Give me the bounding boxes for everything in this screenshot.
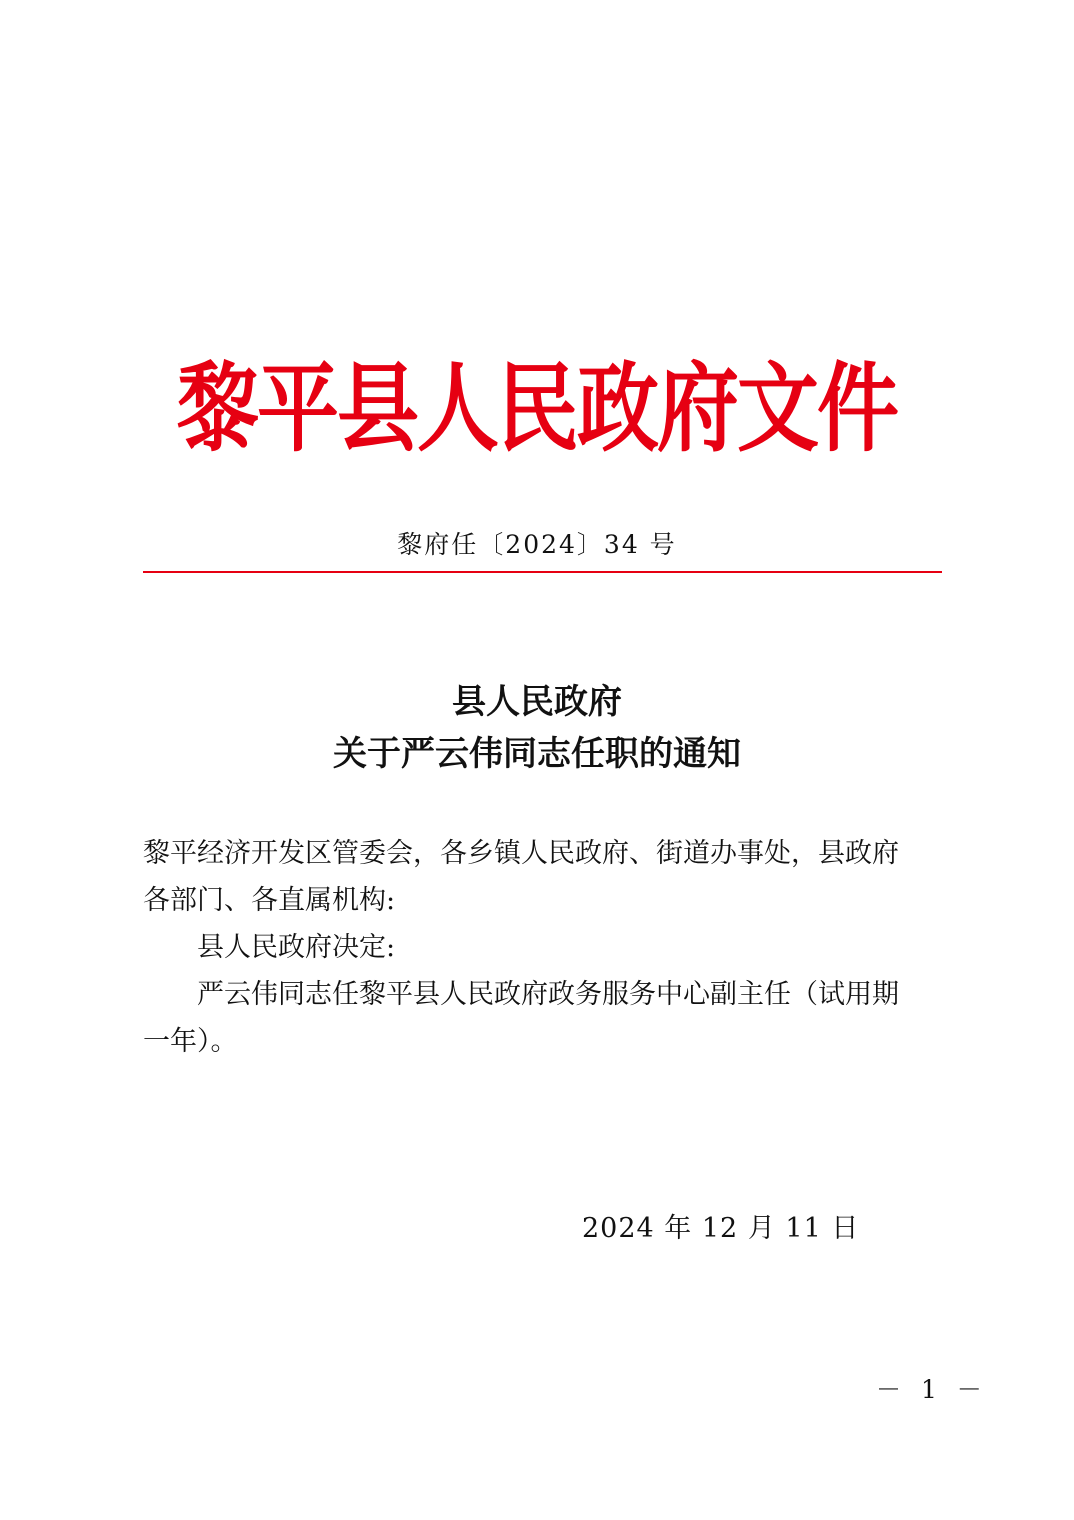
notice-title-line-2: 关于严云伟同志任职的通知 — [333, 734, 741, 774]
page-number: － 1 － — [876, 1375, 988, 1404]
recipients-line-2: 各部门、各直属机构: — [143, 885, 396, 916]
document-header-title: 黎平县人民政府文件 — [176, 352, 897, 466]
notice-title-line-1: 县人民政府 — [452, 682, 622, 722]
document-number: 黎府任〔2024〕34 号 — [397, 530, 677, 559]
notice-title — [0, 676, 1074, 780]
decision-text: 县人民政府决定: — [197, 932, 396, 963]
red-divider-line — [143, 571, 942, 573]
recipients-line-1: 黎平经济开发区管委会，各乡镇人民政府、街道办事处，县政府 — [143, 838, 899, 869]
appointment-text-line-2: 一年）。 — [143, 1026, 238, 1057]
issue-date: 2024 年 12 月 11 日 — [582, 1213, 860, 1244]
appointment-text-line-1: 严云伟同志任黎平县人民政府政务服务中心副主任（试用期 — [197, 979, 899, 1010]
